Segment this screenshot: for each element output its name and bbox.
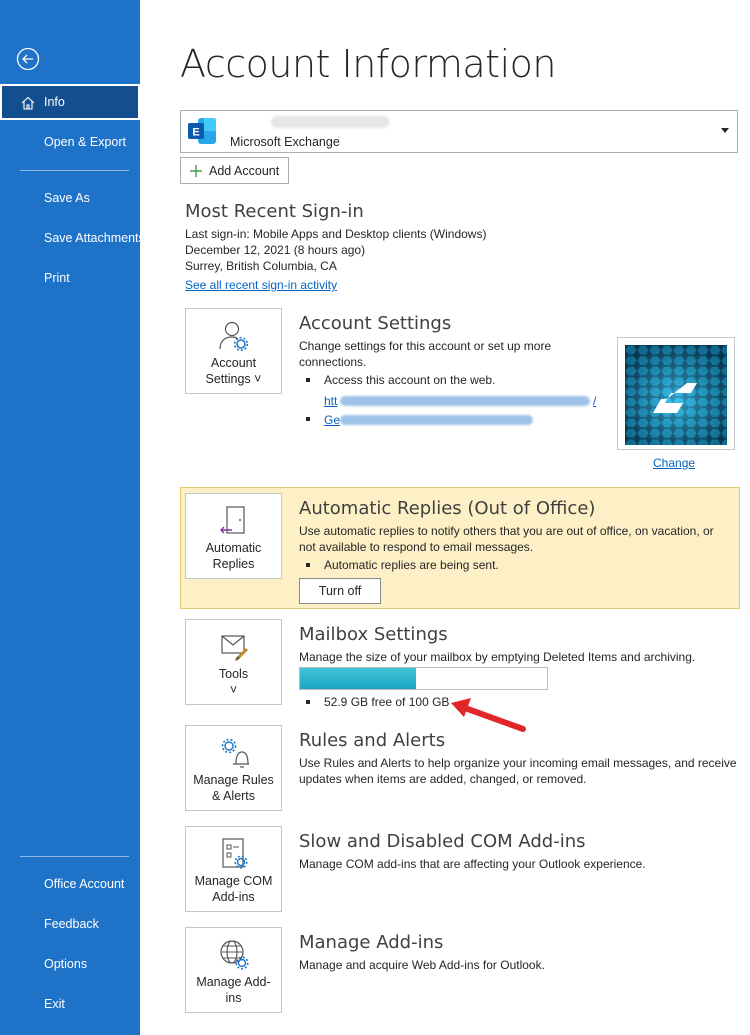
account-settings-description: Change settings for this account or set up more connections. [299, 339, 552, 369]
add-account-label: Add Account [209, 163, 280, 178]
profile-picture [625, 345, 727, 445]
signin-date: December 12, 2021 (8 hours ago) [185, 243, 366, 257]
mailbox-free-space: 52.9 GB free of 100 GB [324, 695, 450, 709]
sidebar-item-exit[interactable] [0, 986, 140, 1022]
globe-addins-icon [218, 938, 250, 972]
account-info-panel [140, 0, 750, 1035]
manage-addins-description: Manage and acquire Web Add-ins for Outlook. [299, 958, 545, 972]
account-type: Microsoft Exchange [230, 135, 340, 149]
sidebar-item-label: Office Account [44, 877, 125, 891]
account-email-redacted [271, 116, 389, 128]
owa-link-prefix[interactable]: htt [324, 394, 338, 408]
sidebar-item-label: Feedback [44, 917, 99, 931]
door-exit-icon [218, 504, 250, 538]
red-arrow-annotation [445, 695, 527, 737]
backstage-sidebar [0, 0, 145, 1035]
mailbox-tools-icon [218, 630, 250, 664]
sidebar-item-label: Exit [44, 997, 65, 1011]
tile-label: Tools [218, 667, 249, 681]
sidebar-divider [20, 170, 129, 171]
sidebar-item-label: Save As [44, 191, 90, 205]
com-addins-icon [218, 837, 250, 871]
sidebar-item-label: Open & Export [44, 135, 126, 149]
mailbox-quota-fill [300, 668, 416, 689]
sidebar-item-office-account[interactable] [0, 866, 140, 902]
sidebar-item-info[interactable] [0, 84, 140, 120]
sidebar-item-open-export[interactable] [0, 124, 140, 160]
page-title: Account Information [180, 42, 556, 86]
signin-heading: Most Recent Sign-in [185, 201, 364, 222]
sidebar-item-save-attachments[interactable] [0, 220, 145, 256]
owa-link-suffix[interactable]: / [593, 394, 597, 408]
rules-alerts-icon [218, 736, 250, 770]
manage-addins-heading: Manage Add-ins [299, 932, 444, 953]
signin-activity-link[interactable]: See all recent sign-in activity [185, 278, 338, 292]
account-settings-heading: Account Settings [299, 313, 452, 334]
home-icon [20, 95, 36, 111]
rules-description: Use Rules and Alerts to help organize your incoming email messages, and receive updates when items are added, changed, or removed. [299, 756, 737, 786]
account-settings-tile[interactable] [185, 308, 282, 394]
account-settings-icon [217, 319, 251, 353]
manage-addins-tile[interactable] [185, 927, 282, 1013]
automatic-replies-heading: Automatic Replies (Out of Office) [299, 498, 596, 519]
tile-label: Replies [212, 557, 255, 571]
sidebar-item-label: Info [44, 95, 65, 109]
com-addins-tile[interactable] [185, 826, 282, 912]
sidebar-item-label: Save Attachments [44, 231, 145, 245]
mailbox-description: Manage the size of your mailbox by emptying Deleted Items and archiving. [299, 650, 696, 664]
rules-heading: Rules and Alerts [299, 730, 446, 751]
change-photo-link[interactable]: Change [653, 456, 696, 470]
sidebar-divider [20, 856, 129, 857]
profile-picture-frame[interactable] [617, 337, 735, 450]
svg-text:E: E [192, 126, 200, 139]
sidebar-item-save-as[interactable] [0, 180, 140, 216]
sidebar-item-options[interactable] [0, 946, 140, 982]
chevron-down-icon: ˅ [229, 683, 238, 697]
tile-label: Manage Add- [196, 975, 271, 989]
mailbox-tools-tile[interactable] [185, 619, 282, 705]
plus-icon [189, 164, 203, 178]
chevron-down-icon [721, 128, 729, 133]
turn-off-button[interactable]: Turn off [299, 578, 381, 604]
mobile-app-link-prefix[interactable]: Ge [324, 413, 341, 427]
exchange-logo-icon [186, 116, 218, 146]
tile-label: Manage Rules [193, 773, 274, 787]
tile-label: Automatic [205, 541, 262, 555]
tile-label: Settings ˅ [205, 372, 262, 386]
signin-line: Last sign-in: Mobile Apps and Desktop clients (Windows) [185, 227, 487, 241]
add-account-button[interactable] [180, 157, 289, 184]
back-arrow-icon[interactable] [16, 47, 40, 71]
tile-label: Account [210, 356, 257, 370]
mobile-app-link-redacted[interactable] [340, 415, 533, 425]
owa-link-redacted[interactable] [340, 396, 590, 406]
signin-location: Surrey, British Columbia, CA [185, 259, 337, 273]
automatic-replies-status: Automatic replies are being sent. [324, 558, 499, 572]
sidebar-item-feedback[interactable] [0, 906, 140, 942]
tile-label: & Alerts [211, 789, 256, 803]
bullet-web-access: Access this account on the web. [324, 373, 496, 387]
mailbox-quota-bar [299, 667, 548, 690]
com-addins-description: Manage COM add-ins that are affecting your Outlook experience. [299, 857, 646, 871]
automatic-replies-tile[interactable] [185, 493, 282, 579]
tile-label: Add-ins [212, 890, 255, 904]
sidebar-item-label: Print [44, 271, 70, 285]
tile-label: Manage COM [194, 874, 273, 888]
sidebar-item-print[interactable] [0, 260, 140, 296]
sidebar-item-label: Options [44, 957, 88, 971]
account-selector[interactable] [180, 110, 738, 153]
com-addins-heading: Slow and Disabled COM Add-ins [299, 831, 586, 852]
tile-label: ins [225, 991, 242, 1005]
mailbox-heading: Mailbox Settings [299, 624, 448, 645]
automatic-replies-description: Use automatic replies to notify others that you are out of office, on vacation, or not available to respond to email messages. [299, 524, 714, 554]
rules-alerts-tile[interactable] [185, 725, 282, 811]
